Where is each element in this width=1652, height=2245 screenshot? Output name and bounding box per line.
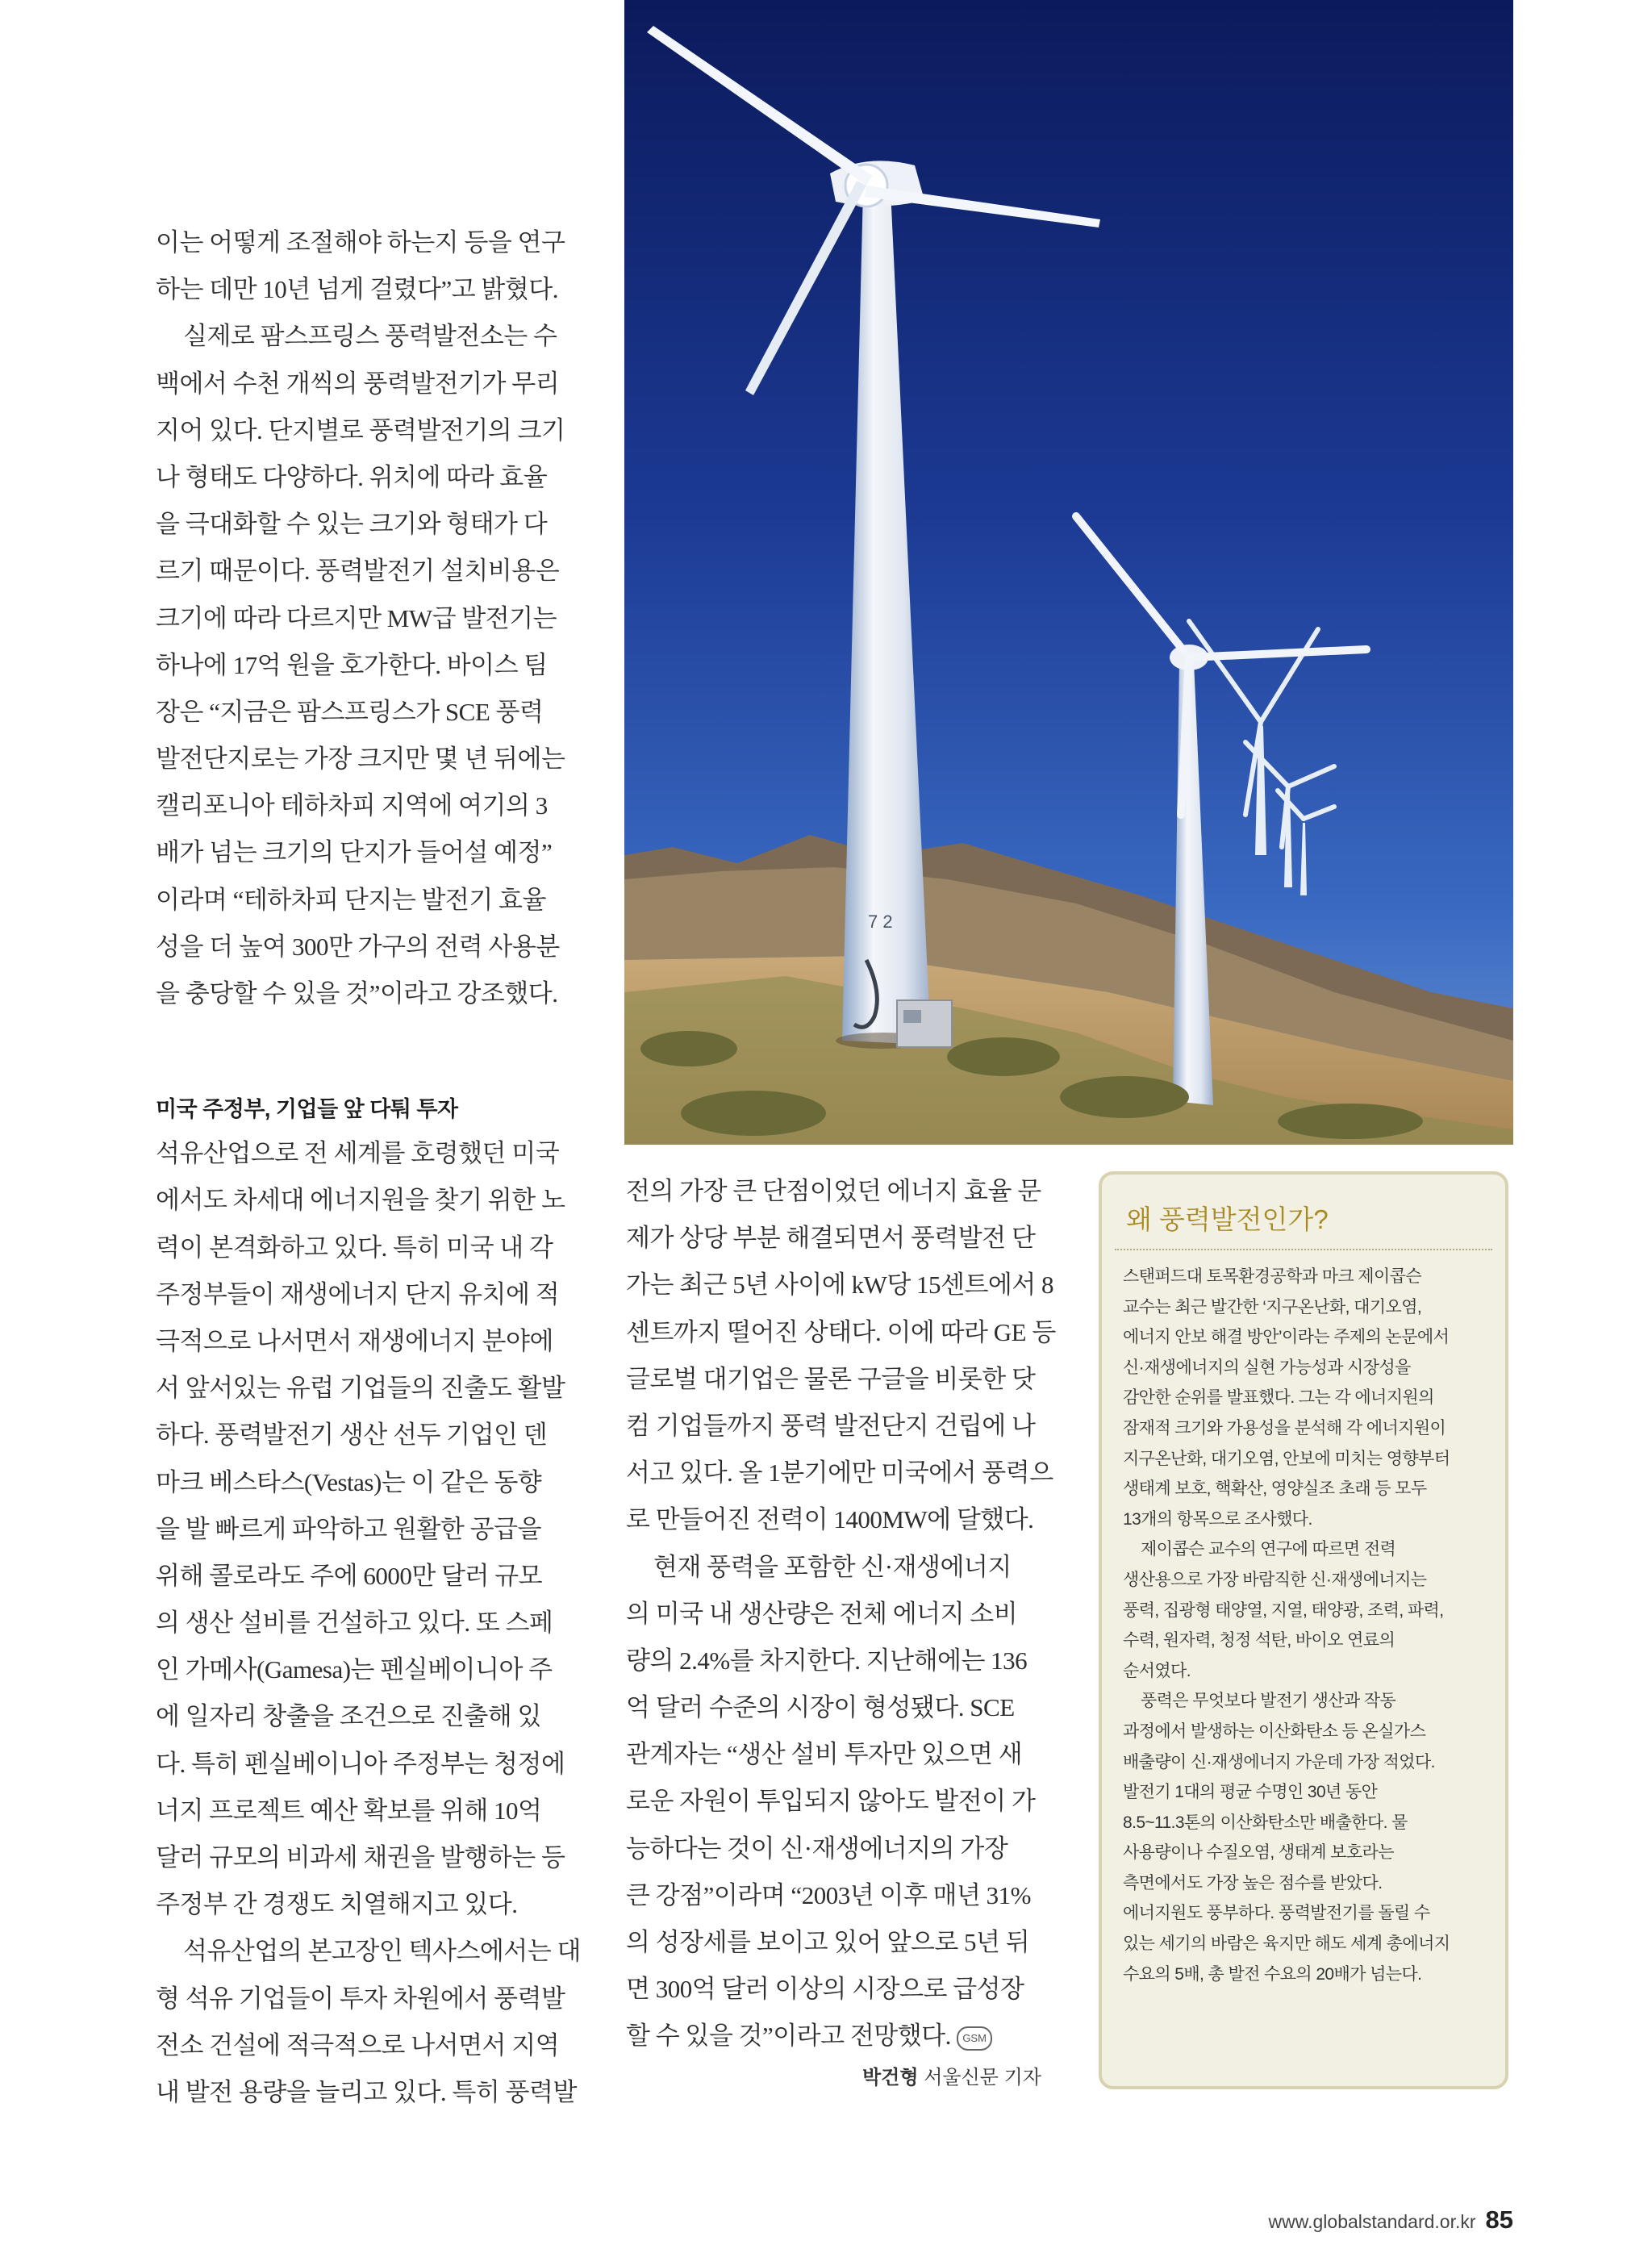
sidebar-body	[1123, 1262, 1496, 1989]
article-column-1	[156, 219, 581, 2116]
page-number: 85	[1485, 2205, 1513, 2234]
text-line: 석유산업으로 전 세계를 호령했던 미국	[156, 1139, 560, 1168]
sidebar-line: 있는 세기의 바람은 육지만 해도 세계 총에너지	[1123, 1934, 1450, 1954]
text-line: 로운 자원이 투입되지 않아도 발전이 가	[626, 1787, 1036, 1816]
text-line: 마크 베스타스(Vestas)는 이 같은 동향	[156, 1467, 542, 1496]
website-url: www.globalstandard.or.kr	[1268, 2211, 1476, 2232]
sidebar-line: 배출량이 신·재생에너지 가운데 가장 적었다.	[1123, 1752, 1435, 1771]
text-line: 글로벌 대기업은 물론 구글을 비롯한 닷	[626, 1364, 1036, 1393]
text-line: 면 300억 달러 이상의 시장으로 급성장	[626, 1975, 1024, 2004]
text-line: 서고 있다. 올 1분기에만 미국에서 풍력으	[626, 1458, 1053, 1488]
text-line: 배가 넘는 크기의 단지가 들어설 예정”	[156, 838, 553, 867]
author-name: 박건형	[861, 2067, 919, 2089]
text-line: 위해 콜로라도 주에 6000만 달러 규모	[156, 1561, 543, 1590]
text-line: 성을 더 높여 300만 가구의 전력 사용분	[156, 932, 560, 961]
sidebar-line: 측면에서도 가장 높은 점수를 받았다.	[1123, 1873, 1383, 1892]
sidebar-line: 감안한 순위를 발표했다. 그는 각 에너지원의	[1123, 1388, 1434, 1408]
sidebar-line: 교수는 최근 발간한 ‘지구온난화, 대기오염,	[1123, 1297, 1422, 1317]
text-line: 크기에 따라 다르지만 MW급 발전기는	[156, 603, 557, 632]
sidebar-line: 생산용으로 가장 바람직한 신·재생에너지는	[1123, 1570, 1427, 1589]
text-line: 력이 본격화하고 있다. 특히 미국 내 각	[156, 1233, 553, 1262]
text-line: 장은 “지금은 팜스프링스가 SCE 풍력	[156, 697, 544, 726]
text-line: 의 미국 내 생산량은 전체 에너지 소비	[626, 1599, 1018, 1628]
text-line: 관계자는 “생산 설비 투자만 있으면 새	[626, 1740, 1023, 1769]
text-line: 석유산업의 본고장인 텍사스에서는 대	[183, 1937, 581, 1966]
text-line: 컴 기업들까지 풍력 발전단지 건립에 나	[626, 1411, 1036, 1440]
text-line: 르기 때문이다. 풍력발전기 설치비용은	[156, 557, 560, 586]
section-gap	[156, 1017, 571, 1088]
text-line: 센트까지 떨어진 상태다. 이에 따라 GE 등	[626, 1317, 1056, 1346]
text-line: 량의 2.4%를 차지한다. 지난해에는 136	[626, 1646, 1028, 1675]
sidebar-line: 풍력은 무엇보다 발전기 생산과 작동	[1141, 1692, 1396, 1711]
sidebar-line: 스탠퍼드대 토목환경공학과 마크 제이콥슨	[1123, 1267, 1422, 1286]
sidebar-line: 13개의 항목으로 조사했다.	[1123, 1509, 1312, 1529]
text-line: 달러 규모의 비과세 채권을 발행하는 등	[156, 1843, 565, 1872]
text-line: 가는 최근 5년 사이에 kW당 15센트에서 8	[626, 1271, 1054, 1300]
text-line: 나 형태도 다양하다. 위치에 따라 효율	[156, 462, 548, 491]
text-line: 억 달러 수준의 시장이 형성됐다. SCE	[626, 1693, 1015, 1722]
text-line: 다. 특히 펜실베이니아 주정부는 청정에	[156, 1749, 565, 1778]
text-line: 전의 가장 큰 단점이었던 에너지 효율 문	[626, 1177, 1041, 1205]
text-line: 주정부 간 경쟁도 치열해지고 있다.	[156, 1890, 518, 1919]
sidebar-line: 수력, 원자력, 청정 석탄, 바이오 연료의	[1123, 1631, 1395, 1650]
sidebar-line: 지구온난화, 대기오염, 안보에 미치는 영향부터	[1123, 1449, 1450, 1468]
text-line	[626, 2013, 1041, 2059]
text-line: 내 발전 용량을 늘리고 있다. 특히 풍력발	[156, 2077, 577, 2106]
text-line: 서 앞서있는 유럽 기업들의 진출도 활발	[156, 1374, 565, 1403]
text-line: 을 충당할 수 있을 것”이라고 강조했다.	[156, 979, 558, 1008]
sidebar-box	[1099, 1171, 1508, 2089]
text-line: 발전단지로는 가장 크지만 몇 년 뒤에는	[156, 745, 565, 774]
article-column-2	[626, 1168, 1056, 2060]
sidebar-line: 생태계 보호, 핵확산, 영양실조 초래 등 모두	[1123, 1479, 1427, 1499]
sidebar-line: 발전기 1대의 평균 수명인 30년 동안	[1123, 1783, 1378, 1802]
text-line-content: 할 수 있을 것”이라고 전망했다.	[626, 2022, 951, 2051]
text-line: 지어 있다. 단지별로 풍력발전기의 크기	[156, 415, 565, 444]
text-line: 에서도 차세대 에너지원을 찾기 위한 노	[156, 1186, 565, 1215]
text-line: 이는 어떻게 조절해야 하는지 등을 연구	[156, 228, 565, 257]
end-mark-logo: GSM	[957, 2026, 992, 2051]
text-line: 큰 강점”이라며 “2003년 이후 매년 31%	[626, 1880, 1031, 1909]
text-line: 너지 프로젝트 예산 확보를 위해 10억	[156, 1796, 542, 1825]
text-line: 제가 상당 부분 해결되면서 풍력발전 단	[626, 1224, 1036, 1253]
text-line: 전소 건설에 적극적으로 나서면서 지역	[156, 2030, 560, 2059]
text-line: 로 만들어진 전력이 1400MW에 달했다.	[626, 1505, 1034, 1534]
text-line: 하다. 풍력발전기 생산 선두 기업인 덴	[156, 1421, 548, 1450]
sidebar-line: 에너지 안보 해결 방안’이라는 주제의 논문에서	[1123, 1328, 1450, 1347]
sidebar-title: 왜 풍력발전인가?	[1126, 1204, 1329, 1234]
text-line: 형 석유 기업들이 투자 차원에서 풍력발	[156, 1984, 565, 2013]
wind-turbine-photo	[624, 0, 1513, 1145]
sidebar-line: 8.5~11.3톤의 이산화탄소만 배출한다. 물	[1123, 1813, 1408, 1832]
sidebar-line: 제이콥슨 교수의 연구에 따르면 전력	[1141, 1540, 1396, 1559]
text-line: 하나에 17억 원을 호가한다. 바이스 팀	[156, 650, 548, 679]
section-subheading: 미국 주정부, 기업들 앞 다퉈 투자	[156, 1097, 458, 1122]
text-line: 주정부들이 재생에너지 단지 유치에 적	[156, 1279, 560, 1308]
sidebar-line: 순서였다.	[1123, 1661, 1191, 1680]
text-line: 의 성장세를 보이고 있어 앞으로 5년 뒤	[626, 1928, 1030, 1956]
text-line: 백에서 수천 개씩의 풍력발전기가 무리	[156, 369, 560, 398]
tower-number-label: 7 2	[868, 912, 893, 932]
text-line: 에 일자리 창출을 조건으로 진출해 있	[156, 1702, 541, 1731]
text-line: 의 생산 설비를 건설하고 있다. 또 스페	[156, 1609, 553, 1638]
sidebar-line: 잠재적 크기와 가용성을 분석해 각 에너지원이	[1123, 1418, 1446, 1438]
sidebar-divider	[1115, 1249, 1492, 1250]
text-line: 인 가메사(Gamesa)는 펜실베이니아 주	[156, 1655, 553, 1684]
text-line: 을 발 빠르게 파악하고 원활한 공급을	[156, 1514, 541, 1543]
text-line: 능하다는 것이 신·재생에너지의 가장	[626, 1834, 1008, 1863]
sidebar-line: 과정에서 발생하는 이산화탄소 등 온실가스	[1123, 1721, 1426, 1741]
sidebar-line: 에너지원도 풍부하다. 풍력발전기를 돌릴 수	[1123, 1904, 1430, 1923]
sidebar-line: 사용량이나 수질오염, 생태계 보호라는	[1123, 1843, 1394, 1863]
byline	[626, 2061, 1041, 2089]
sidebar-line: 풍력, 집광형 태양열, 지열, 태양광, 조력, 파력,	[1123, 1600, 1444, 1620]
text-line: 이라며 “테하차피 단지는 발전기 효율	[156, 885, 546, 914]
page-footer	[1269, 2205, 1513, 2235]
text-line: 하는 데만 10년 넘게 걸렸다”고 밝혔다.	[156, 275, 559, 304]
sidebar-line: 수요의 5배, 총 발전 수요의 20배가 넘는다.	[1123, 1964, 1422, 1984]
text-line: 현재 풍력을 포함한 신·재생에너지	[653, 1552, 1012, 1581]
text-line: 극적으로 나서면서 재생에너지 분야에	[156, 1326, 553, 1355]
author-org: 서울신문 기자	[924, 2067, 1041, 2089]
text-line: 을 극대화할 수 있는 크기와 형태가 다	[156, 510, 548, 539]
sidebar-line: 신·재생에너지의 실현 가능성과 시장성을	[1123, 1358, 1411, 1377]
text-line: 실제로 팜스프링스 풍력발전소는 수	[183, 322, 557, 351]
text-line: 캘리포니아 테하차피 지역에 여기의 3	[156, 791, 548, 820]
